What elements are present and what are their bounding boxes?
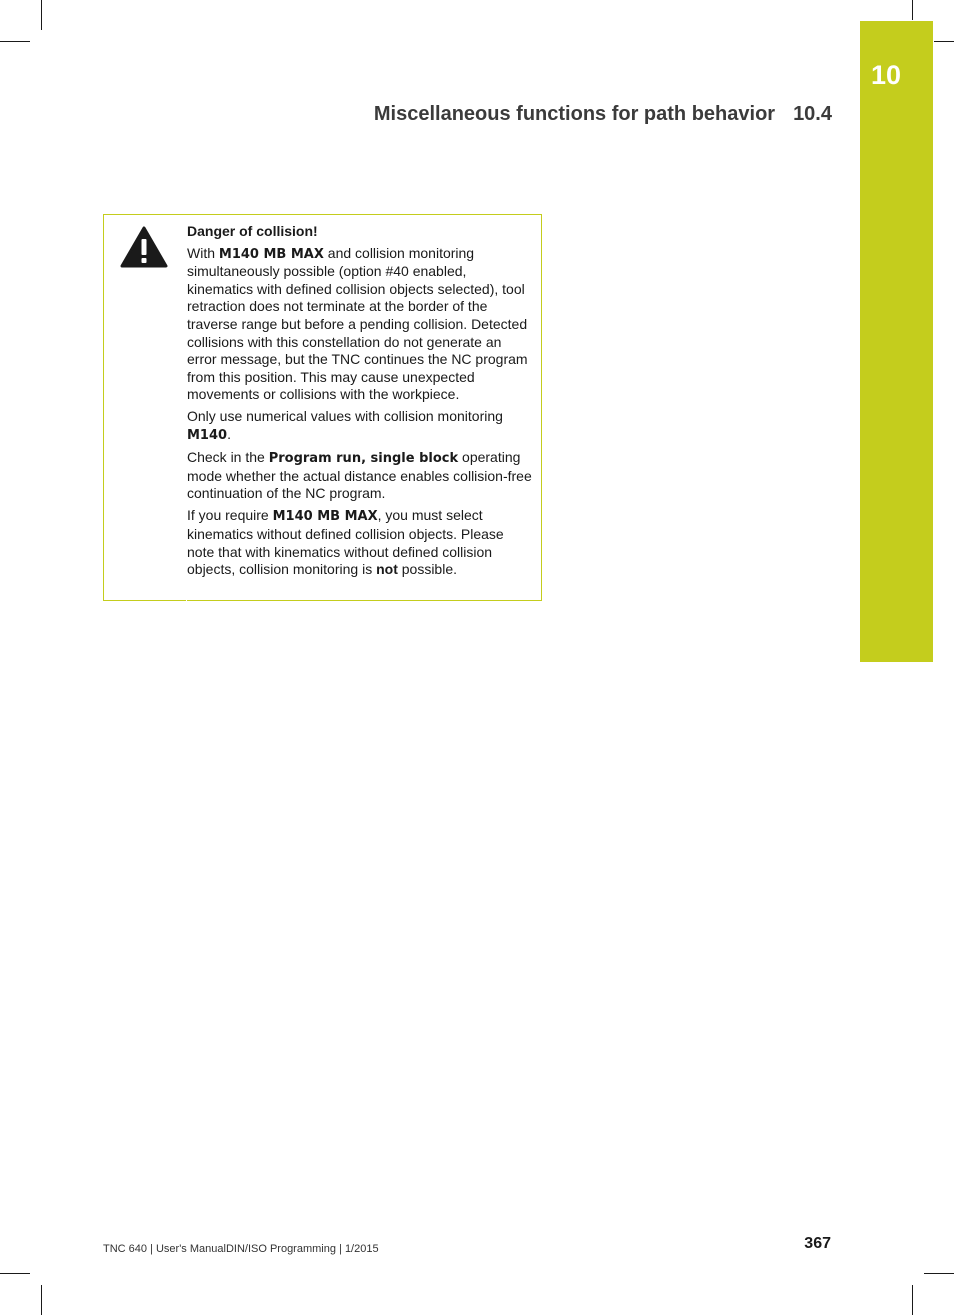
- running-head: [374, 103, 832, 126]
- chapter-tab: [860, 21, 933, 662]
- crop-mark: [41, 0, 42, 30]
- running-head-title: Miscellaneous functions for path behavior: [373, 103, 776, 125]
- crop-mark: [0, 41, 30, 42]
- mode-term: Program run, single block: [268, 451, 459, 467]
- warning-text: [187, 223, 532, 583]
- page-number: 367: [804, 1235, 831, 1252]
- warning-triangle-icon: [120, 225, 168, 269]
- code-term: M140 MB MAX: [272, 509, 378, 525]
- warning-title: Danger of collision!: [187, 223, 318, 239]
- crop-mark: [0, 1273, 30, 1274]
- chapter-number: 10: [870, 60, 902, 90]
- warning-paragraph: If you require M140 MB MAX, you must select kinematics without defined collision objects. Please note that with kinematics without defined collision objects, collision monitoring is not possible.: [187, 507, 504, 578]
- crop-mark: [934, 41, 954, 42]
- warning-paragraph: With M140 MB MAX and collision monitoring simultaneously possible (option #40 enabled, kinematics with defined collision objects selected), tool retraction does not terminate at the border of the traverse range but before a pending collision. Detected collisions with this constellation do not generate an error message, but the TNC continues the NC program from this position. This may cause unexpected movements or collisions with the workpiece.: [187, 244, 528, 403]
- warning-box: [103, 214, 542, 601]
- crop-mark: [912, 0, 913, 20]
- warning-paragraph: Only use numerical values with collision monitoring M140.: [187, 408, 503, 444]
- emphasis: not: [376, 561, 398, 578]
- code-term: M140: [187, 428, 228, 444]
- crop-mark: [41, 1285, 42, 1315]
- crop-mark: [924, 1273, 954, 1274]
- footer-text: TNC 640 | User's ManualDIN/ISO Programming | 1/2015: [103, 1243, 379, 1255]
- crop-mark: [912, 1285, 913, 1315]
- running-head-section: 10.4: [793, 103, 832, 125]
- warning-paragraph: Check in the Program run, single block operating mode whether the actual distance enables collision-free continuation of the NC program.: [187, 449, 532, 502]
- code-term: M140 MB MAX: [218, 246, 324, 262]
